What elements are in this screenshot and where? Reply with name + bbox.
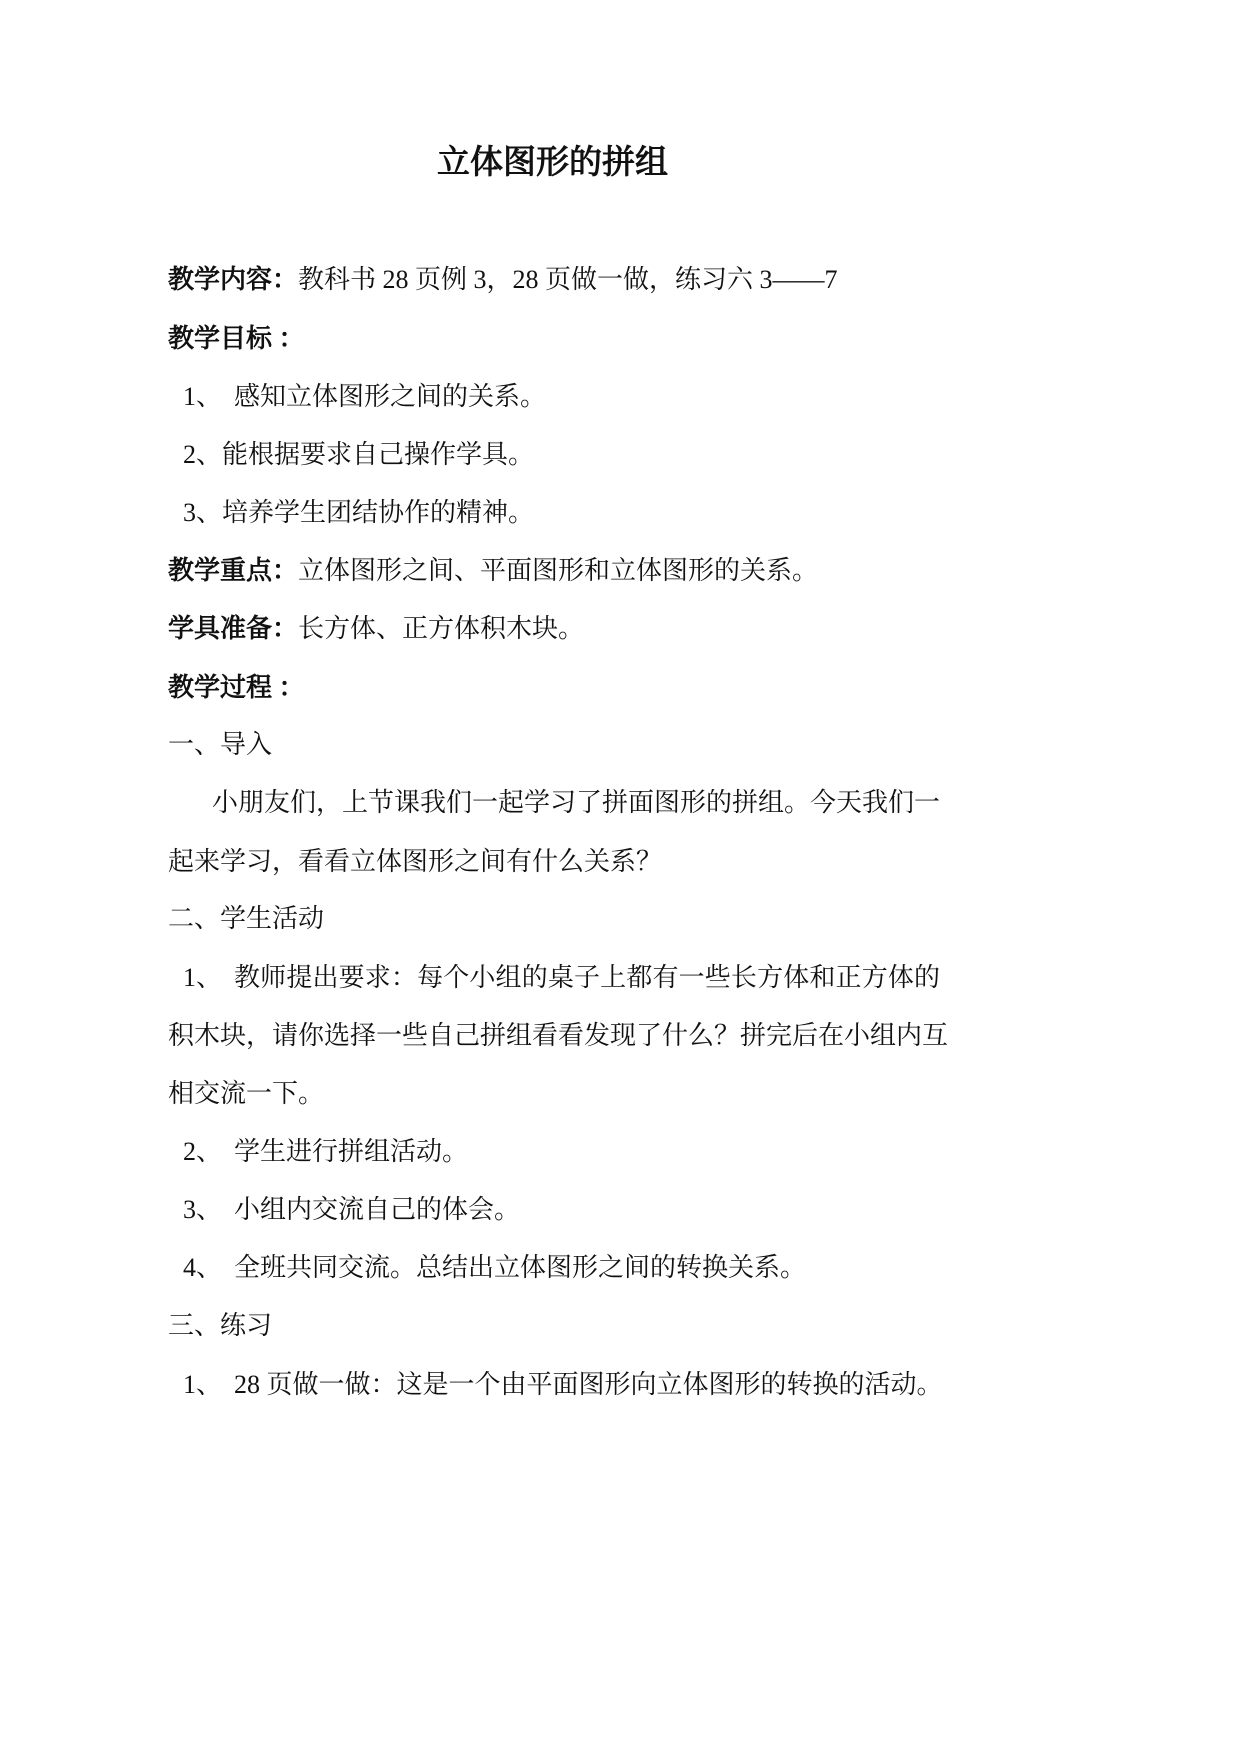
intro-paragraph-text: 小朋友们，上节课我们一起学习了拼面图形的拼组。今天我们一 — [212, 788, 941, 817]
objective-number: 2、 — [183, 440, 223, 469]
intro-paragraph-line — [212, 785, 940, 821]
objective-item — [183, 437, 534, 473]
activity-text: 小组内交流自己的体会。 — [234, 1195, 521, 1224]
practice-text: 28 页做一做：这是一个由平面图形向立体图形的转换的活动。 — [234, 1370, 943, 1399]
key-points-label: 教学重点： — [168, 556, 299, 585]
teaching-content-row — [168, 262, 838, 298]
activity-text: 学生进行拼组活动。 — [234, 1137, 469, 1166]
teaching-content-label: 教学内容： — [168, 265, 299, 294]
materials-text: 长方体、正方体积木块。 — [298, 614, 585, 643]
objective-text: 能根据要求自己操作学具。 — [222, 440, 535, 469]
section-heading-intro: 一、导入 — [168, 730, 273, 759]
teaching-content-text: 教科书 28 页例 3，28 页做一做，练习六 3——7 — [298, 265, 838, 294]
objective-item — [183, 379, 546, 415]
objective-item — [183, 495, 534, 531]
objective-number: 1、 — [183, 382, 223, 411]
activity-text-continued: 积木块，请你选择一些自己拼组看看发现了什么？拼完后在小组内互 — [168, 1021, 949, 1050]
key-points-text: 立体图形之间、平面图形和立体图形的关系。 — [298, 556, 819, 585]
objectives-label: 教学目标 ： — [168, 324, 305, 353]
activity-number: 1、 — [183, 963, 223, 992]
objective-number: 3、 — [183, 498, 223, 527]
activity-item — [183, 960, 940, 996]
activity-number: 2、 — [183, 1137, 223, 1166]
activity-text-continued: 相交流一下。 — [168, 1079, 325, 1108]
materials-row — [168, 611, 584, 647]
document-title: 立体图形的拼组 — [437, 145, 668, 181]
process-label: 教学过程 ： — [168, 673, 305, 702]
objective-text: 感知立体图形之间的关系。 — [234, 382, 547, 411]
activity-item — [183, 1250, 806, 1286]
section-heading-activity: 二、学生活动 — [168, 904, 325, 933]
section-heading-practice: 三、练习 — [168, 1311, 273, 1340]
activity-text: 全班共同交流。总结出立体图形之间的转换关系。 — [234, 1253, 807, 1282]
activity-item — [183, 1192, 520, 1228]
materials-label: 学具准备： — [168, 614, 299, 643]
objective-text: 培养学生团结协作的精神。 — [222, 498, 535, 527]
intro-paragraph-line: 起来学习，看看立体图形之间有什么关系？ — [168, 847, 663, 876]
activity-number: 3、 — [183, 1195, 223, 1224]
activity-item — [183, 1134, 468, 1170]
practice-number: 1、 — [183, 1370, 223, 1399]
activity-text: 教师提出要求：每个小组的桌子上都有一些长方体和正方体的 — [234, 963, 941, 992]
key-points-row — [168, 553, 818, 589]
activity-number: 4、 — [183, 1253, 223, 1282]
practice-item — [183, 1367, 943, 1403]
